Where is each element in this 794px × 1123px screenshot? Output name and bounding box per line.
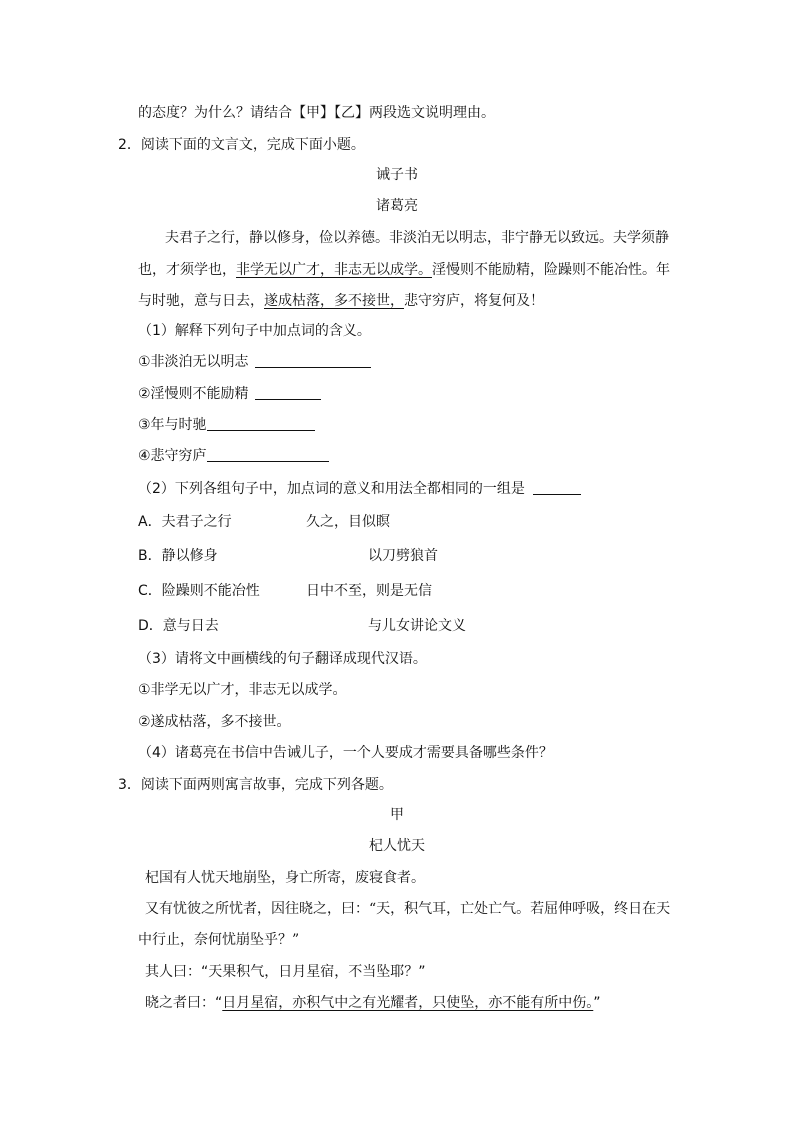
q3-heading: 3．阅读下面两则寓言故事，完成下列各题。 [118, 777, 393, 793]
option-a-left: A．夫君子之行 [138, 514, 232, 530]
underlined-sentence-1: 非学无以广才，非志无以成学。 [236, 262, 432, 278]
sub1-prompt: （1）解释下列句子中加点词的含义。 [138, 323, 371, 339]
passage-text: 淫慢则不能励精，险躁则不能冶性。年 [432, 262, 670, 278]
answer-blank[interactable] [255, 353, 371, 368]
option-b-right: 以刀劈狼首 [368, 548, 438, 564]
passage-text: 悲守穷庐，将复何及！ [404, 293, 544, 309]
story-line-1: 杞国有人忧天地崩坠，身亡所寄，废寝食者。 [145, 870, 425, 886]
q2-author: 诸葛亮 [376, 198, 418, 214]
passage-line-3 [138, 292, 544, 310]
sub1-item-text: ②淫慢则不能励精 [138, 386, 249, 402]
answer-blank[interactable] [207, 416, 315, 431]
option-d-right: 与儿女讲论文义 [368, 618, 466, 634]
option-c-right: 日中不至，则是无信 [306, 583, 432, 599]
story-line-4: 其人曰：“天果积气，日月星宿，不当坠耶？” [145, 964, 426, 980]
sub1-item [138, 385, 321, 403]
underlined-sentence-2: 遂成枯落，多不接世， [264, 293, 404, 309]
story-line-2 [145, 900, 670, 918]
answer-blank[interactable] [533, 480, 581, 495]
sub1-item-text: ④悲守穷庐 [138, 448, 207, 464]
story-line-5 [145, 994, 601, 1012]
sub3-prompt: （3）请将文中画横线的句子翻译成现代汉语。 [138, 651, 427, 667]
sub4-prompt: （4）诸葛亮在书信中告诫儿子，一个人要成才需要具备哪些条件？ [138, 745, 553, 761]
passage-line-1: 夫君子之行，静以修身，俭以养德。非淡泊无以明志，非宁静无以致远。夫学须静 [165, 230, 669, 246]
option-c-left: C．险躁则不能冶性 [138, 583, 260, 599]
underlined-sentence-3: 日月星宿，亦积气中之有光耀者，只使坠，亦不能有所中伤。 [222, 995, 594, 1011]
sub3-item: ①非学无以广才，非志无以成学。 [138, 682, 347, 698]
option-b-left: B．静以修身 [138, 548, 218, 564]
option-d-left: D．意与日去 [138, 618, 219, 634]
sub1-item [138, 447, 329, 465]
story-line-3: 中行止，奈何忧崩坠乎？” [138, 932, 300, 948]
sub2-prompt-text: （2）下列各组句子中，加点词的意义和用法全都相同的一组是 [138, 481, 525, 497]
q2-title: 诫子书 [376, 167, 418, 183]
passage-text: 与时驰，意与日去， [138, 293, 264, 309]
sub1-item [138, 416, 315, 434]
passage-line-2 [138, 261, 670, 279]
sub1-item-text: ①非淡泊无以明志 [138, 354, 249, 370]
passage-text: 也，才须学也， [138, 262, 236, 278]
sub3-item: ②遂成枯落，多不接世。 [138, 714, 291, 730]
story-text: 又有忧彼之所忧者，因往晓之，曰： [145, 901, 369, 917]
answer-blank[interactable] [207, 447, 329, 462]
q2-heading: 2．阅读下面的文言文，完成下面小题。 [118, 137, 365, 153]
story-text: “天，积气耳，亡处亡气。若屈伸呼吸，终日在天 [369, 901, 671, 917]
sub1-item-text: ③年与时驰 [138, 417, 207, 433]
q3-label: 甲 [390, 807, 404, 823]
sub1-item [138, 353, 371, 371]
story-text: 晓之者曰：“ [145, 995, 223, 1011]
q3-title: 杞人忧天 [369, 838, 425, 854]
option-a-right: 久之，目似瞑 [306, 514, 390, 530]
q1-tail-line: 的态度？为什么？请结合【甲】【乙】两段选文说明理由。 [138, 105, 495, 121]
answer-blank[interactable] [255, 385, 321, 400]
story-text: ” [593, 995, 601, 1011]
sub2-prompt [138, 480, 581, 498]
